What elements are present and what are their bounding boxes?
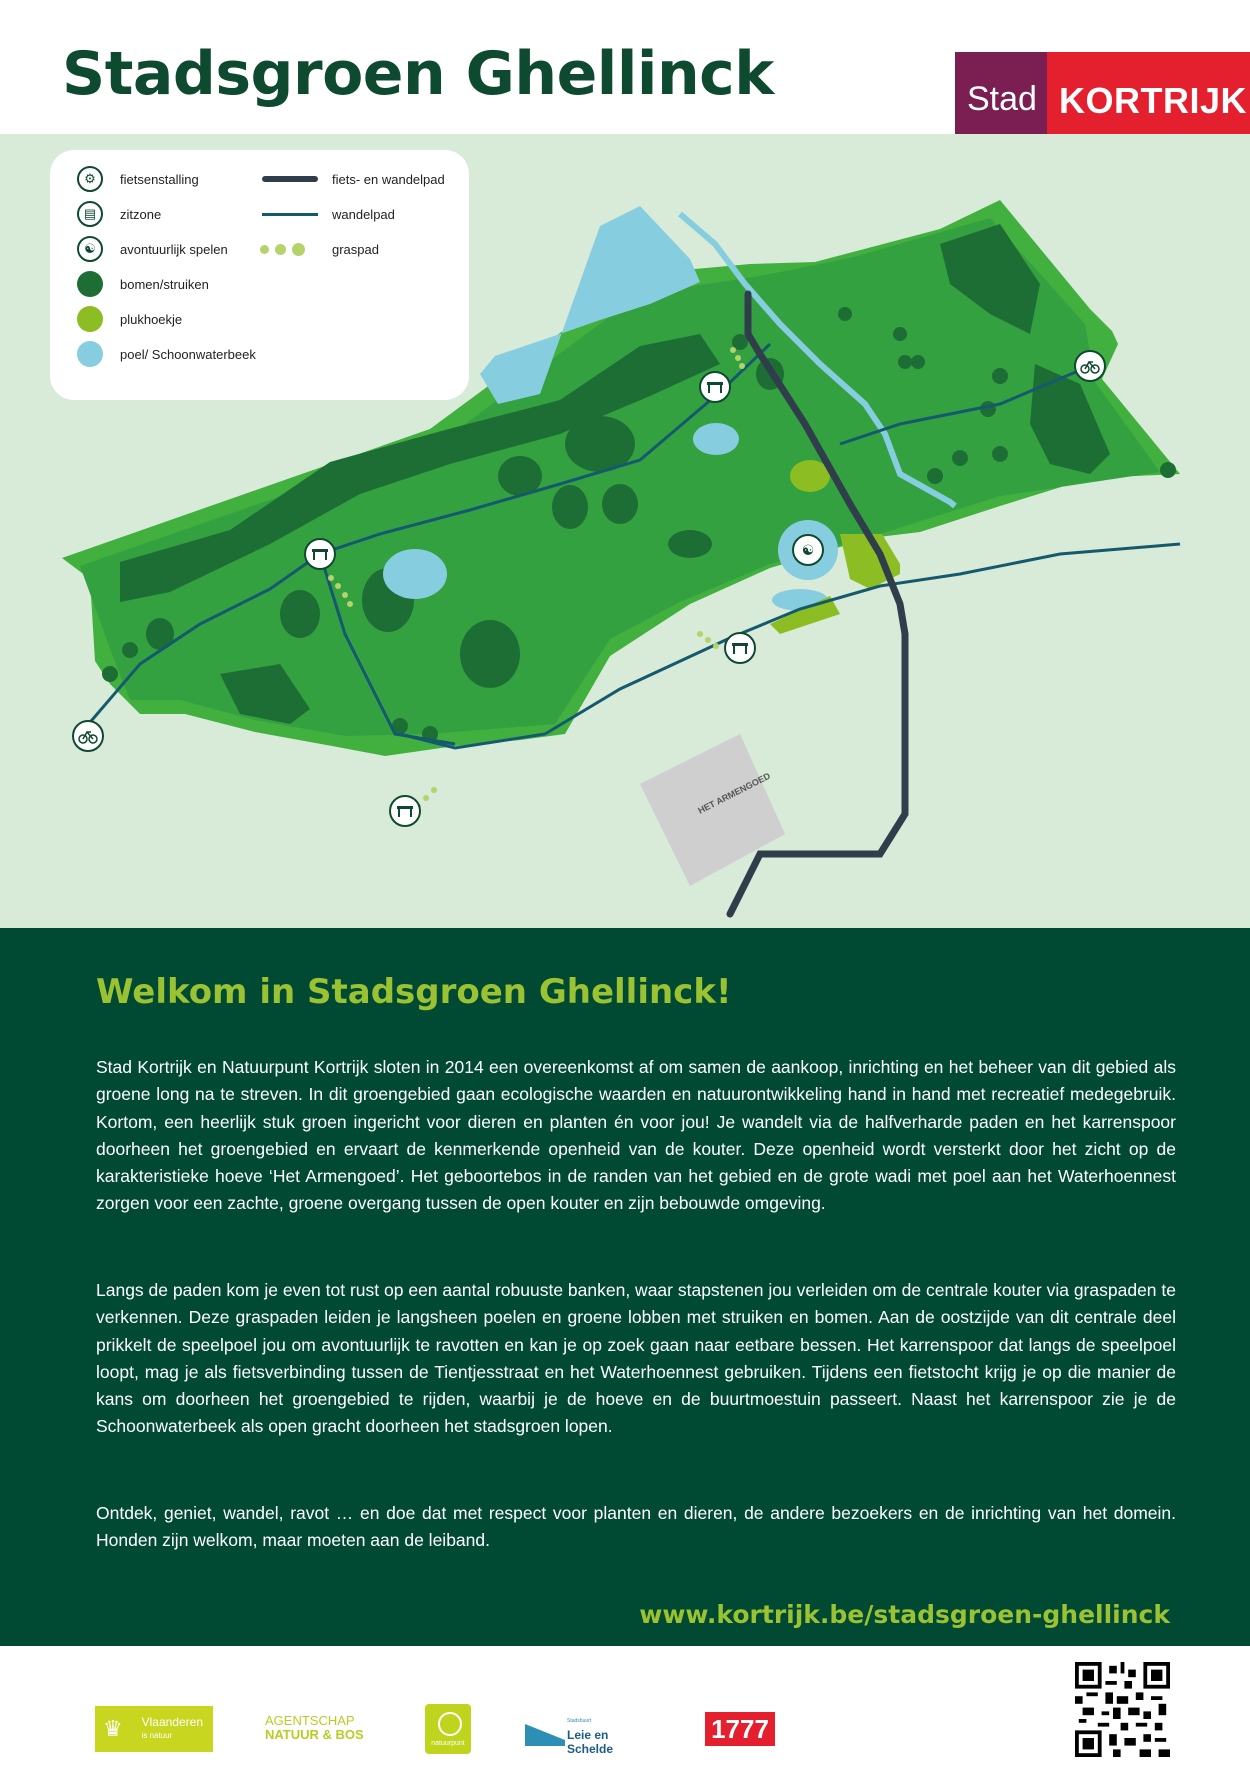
pond <box>693 423 739 455</box>
tree <box>911 355 925 369</box>
park-map <box>0 134 1250 928</box>
legend-label: wandelpad <box>332 206 395 222</box>
logo-kortrijk: KORTRIJK <box>1047 52 1250 134</box>
lion-icon: ♛ <box>103 1716 123 1741</box>
tree-cluster <box>668 530 712 558</box>
pond <box>383 549 447 599</box>
logo-1777: 1777 <box>705 1712 775 1746</box>
legend-item <box>260 164 445 194</box>
info-section <box>0 928 1250 1646</box>
legend-label: plukhoekje <box>120 311 183 327</box>
legend-item <box>72 269 209 299</box>
legend-item <box>72 304 182 334</box>
leie-small: Stadsbuurt <box>567 1718 592 1724</box>
legend-label: zitzone <box>120 206 162 222</box>
tree <box>1160 462 1176 478</box>
page-title: Stadsgroen Ghellinck <box>62 39 774 109</box>
natuurpunt-text: natuurpunt <box>431 1740 465 1747</box>
svg-text:☯: ☯ <box>801 543 815 559</box>
trees-swatch <box>77 271 103 297</box>
bicycle-icon <box>1075 351 1105 381</box>
tree <box>992 446 1008 462</box>
legend-item <box>72 339 256 369</box>
tree <box>952 450 968 466</box>
tree <box>838 307 852 321</box>
wave-icon <box>525 1718 565 1746</box>
vlaanderen-sub: is natuur <box>141 1731 173 1740</box>
leie-schelde-logo <box>525 1718 655 1756</box>
tree <box>893 327 907 341</box>
header <box>0 0 1250 134</box>
legend-item <box>72 234 228 264</box>
legend-label: graspad <box>332 241 379 257</box>
qr-code[interactable] <box>1075 1662 1170 1757</box>
legend-label: fietsenstalling <box>120 171 199 187</box>
legend-label: fiets- en wandelpad <box>332 171 445 187</box>
bench-icon: ▤ <box>77 201 103 227</box>
footer-logos <box>0 1646 1250 1780</box>
legend-item <box>260 234 379 264</box>
info-heading: Welkom in Stadsgroen Ghellinck! <box>96 972 732 1012</box>
legend-label: avontuurlijk spelen <box>120 241 228 257</box>
vlaanderen-logo <box>95 1706 213 1752</box>
website-link[interactable]: www.kortrijk.be/stadsgroen-ghellinck <box>639 1600 1170 1629</box>
kortrijk-logo <box>955 52 1250 134</box>
play-icon: ☯ <box>77 236 103 262</box>
anb-line2: NATUUR & BOS <box>265 1727 364 1742</box>
grass-path-swatch <box>260 234 320 264</box>
natuurpunt-icon <box>438 1712 462 1736</box>
logo-stad: Stad <box>955 52 1047 134</box>
pluk-swatch <box>77 306 103 332</box>
bench-icon <box>725 633 755 663</box>
water-swatch <box>77 341 103 367</box>
tree <box>992 368 1008 384</box>
bicycle-icon <box>73 721 103 751</box>
bench-icon <box>305 539 335 569</box>
vlaanderen-text: Vlaanderen <box>141 1715 203 1729</box>
legend-item <box>260 199 395 229</box>
building-label: HET ARMENGOED <box>696 770 772 816</box>
leie-text: Leie en Schelde <box>567 1728 614 1756</box>
bicycle-icon: ⚙ <box>77 166 103 192</box>
play-icon <box>793 535 823 565</box>
legend-label: poel/ Schoonwaterbeek <box>120 346 256 362</box>
walk-path-swatch <box>262 213 318 216</box>
cycle-path-swatch <box>262 176 318 182</box>
tree-cluster <box>552 485 588 529</box>
legend-item <box>72 164 199 194</box>
legend-item <box>72 199 161 229</box>
tree <box>102 666 118 682</box>
bench-icon <box>700 372 730 402</box>
het-armengoed <box>640 734 785 886</box>
tree-cluster <box>460 620 520 688</box>
tree-cluster <box>602 484 638 524</box>
tree <box>898 355 912 369</box>
info-paragraph: Ontdek, geniet, wandel, ravot … en doe dat met respect voor planten en dieren, de andere bezoekers en de inrichting van het domein. Honden zijn welkom, maar moeten aan de leiband. <box>96 1503 1176 1551</box>
bench-icon <box>390 796 420 826</box>
map-legend <box>50 150 469 400</box>
tree-cluster <box>280 590 320 638</box>
legend-label: bomen/struiken <box>120 276 209 292</box>
info-paragraph: Stad Kortrijk en Natuurpunt Kortrijk sloten in 2014 een overeenkomst af om samen de aankoop, inrichting en het beheer van dit gebied als groene long na te streven. In dit groengebied gaan ecologische waarden en natuurontwikkeling hand in hand met recreatief medegebruik. Kortom, een heerlijk stuk groen ingericht voor dieren en planten én voor jou! Je wandelt via de halfverharde paden en het karrenspoor doorheen het groengebied en ervaart de kenmerkende openheid van de kouter. Deze openheid wordt versterkt door het zicht op de karakteristieke hoeve ‘Het Armengoed’. Het geboortebos in de randen van het gebied en de grote wadi met poel aan het Waterhoennest zorgen voor een zachte, groene overgang tussen de open kouter en zijn bebouwde omgeving. <box>96 1057 1176 1214</box>
tree <box>122 642 138 658</box>
anb-logo <box>265 1714 364 1742</box>
tree <box>927 468 943 484</box>
natuurpunt-logo <box>425 1704 471 1754</box>
anb-line1: AGENTSCHAP <box>265 1713 355 1728</box>
info-paragraph: Langs de paden kom je even tot rust op een aantal robuuste banken, waar stapstenen jou verleiden om de centrale kouter via graspaden te verkennen. Deze graspaden leiden je langsheen poelen en groene lobben met struiken en bomen. Aan de oostzijde van dit centrale deel prikkelt de speelpoel jou om avontuurlijk te ravotten en kan je op zoek gaan naar eetbare bessen. Het karrenspoor dat langs de speelpoel loopt, mag je als fietsverbinding tussen de Tientjesstraat en het Waterhoennest gebruiken. Tijdens een fietstocht krijg je op die manier de kans om doorheen het groengebied te rijden, waarbij je de hoeve en de buurtmoestuin passeert. Naast het karrenspoor zie je de Schoonwaterbeek als open gracht doorheen het stadsgroen lopen. <box>96 1280 1176 1437</box>
